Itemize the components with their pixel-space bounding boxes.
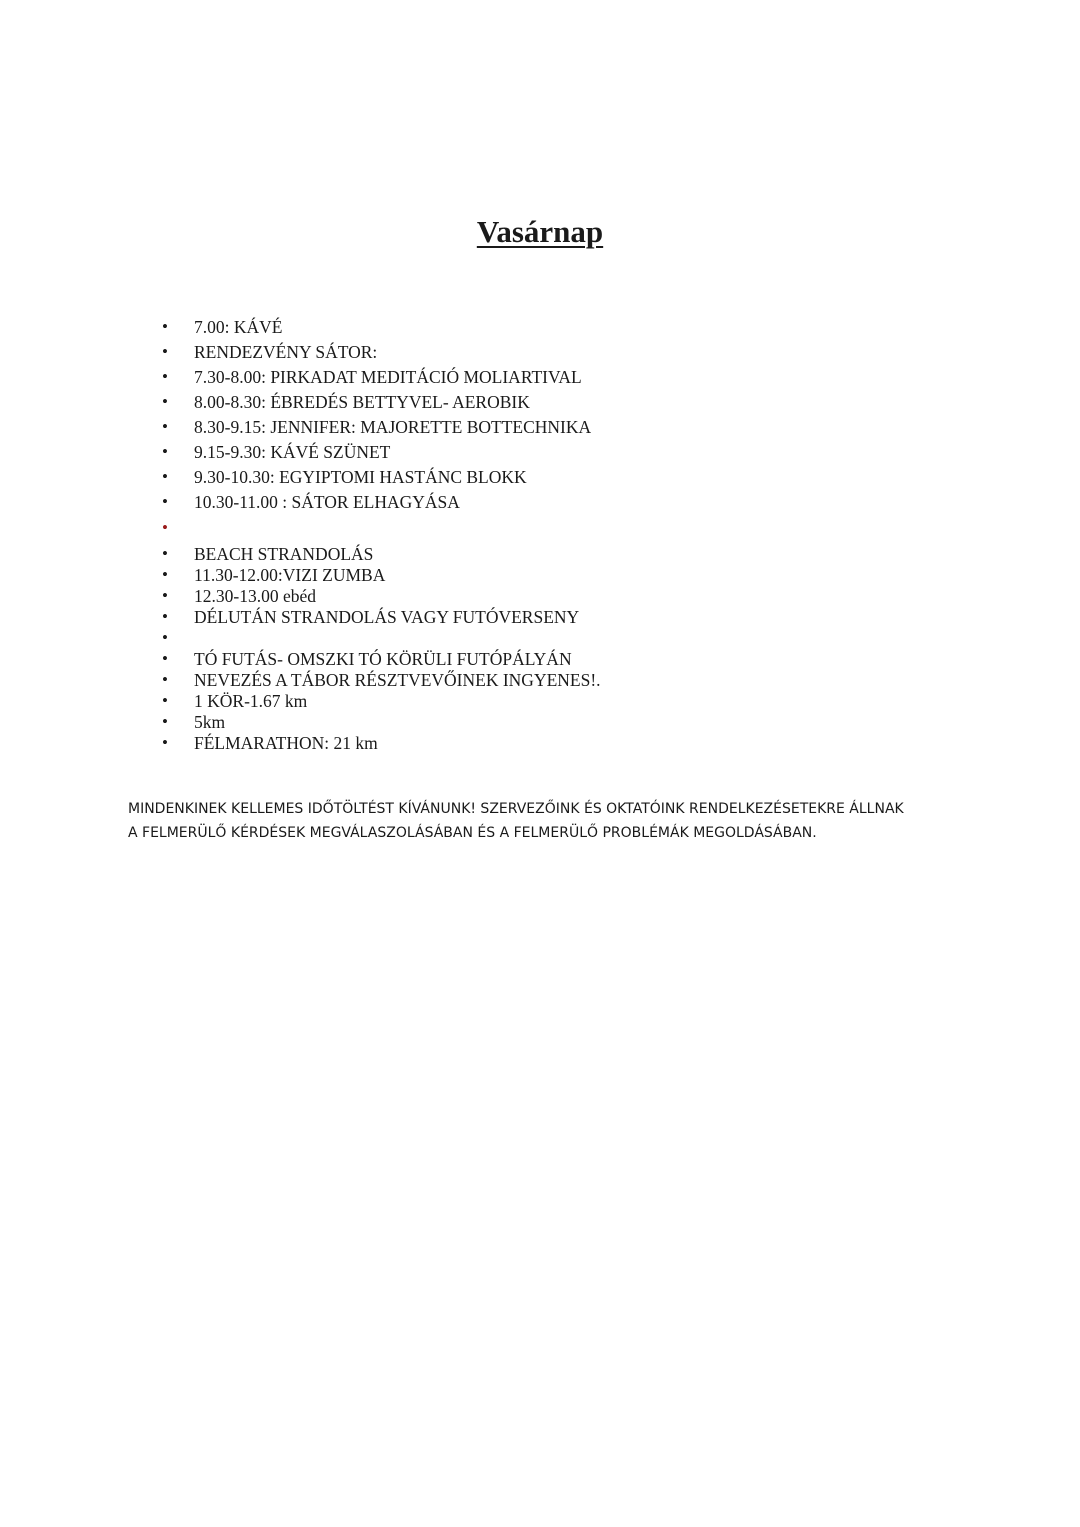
closing-line-2: A FELMERÜLŐ KÉRDÉSEK MEGVÁLASZOLÁSÁBAN ÉS A FELMERÜLŐ PROBLÉMÁK MEGOLDÁSÁBAN. — [128, 825, 817, 841]
bullet-icon: • — [162, 392, 168, 411]
bullet-icon: • — [162, 586, 168, 605]
bullet-icon: • — [162, 442, 168, 461]
bullet-icon: • — [162, 467, 168, 486]
list-item-text: NEVEZÉS A TÁBOR RÉSZTVEVŐINEK INGYENES!. — [194, 670, 601, 690]
page-title: Vasárnap — [476, 214, 604, 249]
bullet-icon: • — [162, 492, 168, 511]
bullet-icon: • — [162, 670, 168, 689]
list-item-text: 8.00-8.30: ÉBREDÉS BETTYVEL- AEROBIK — [194, 392, 530, 412]
bullet-icon: • — [162, 518, 168, 537]
closing-line-1: MINDENKINEK KELLEMES IDŐTÖLTÉST KÍVÁNUNK! SZERVEZŐINK ÉS OKTATÓINK RENDELKEZÉSETEKRE ÁLLNAK — [128, 801, 904, 817]
list-item-text: 9.30-10.30: EGYIPTOMI HASTÁNC BLOKK — [194, 467, 527, 487]
list-item — [0, 585, 1080, 607]
list-item — [0, 543, 1080, 565]
list-item-text: 5km — [194, 712, 226, 732]
list-item-text: FÉLMARATHON: 21 km — [194, 733, 378, 753]
list-item — [0, 648, 1080, 670]
list-item-text: 8.30-9.15: JENNIFER: MAJORETTE BOTTECHNIKA — [194, 417, 592, 437]
list-item-text: 9.15-9.30: KÁVÉ SZÜNET — [194, 442, 391, 462]
list-item — [0, 606, 1080, 628]
list-item — [0, 669, 1080, 691]
list-item — [0, 341, 1080, 363]
list-item — [0, 690, 1080, 712]
list-item-text: 11.30-12.00:VIZI ZUMBA — [194, 565, 386, 585]
list-item — [0, 441, 1080, 463]
list-item — [0, 366, 1080, 388]
list-item — [0, 627, 1080, 649]
bullet-icon: • — [162, 733, 168, 752]
bullet-icon: • — [162, 544, 168, 563]
list-item-text: 7.30-8.00: PIRKADAT MEDITÁCIÓ MOLIARTIVAL — [194, 367, 582, 387]
bullet-icon: • — [162, 417, 168, 436]
list-item — [0, 711, 1080, 733]
list-item — [0, 491, 1080, 513]
list-item-text: TÓ FUTÁS- OMSZKI TÓ KÖRÜLI FUTÓPÁLYÁN — [194, 649, 572, 669]
list-item — [0, 466, 1080, 488]
list-item — [0, 732, 1080, 754]
list-item-text: 1 KÖR-1.67 km — [194, 691, 308, 711]
bullet-icon: • — [162, 712, 168, 731]
list-item — [0, 316, 1080, 338]
list-item — [0, 416, 1080, 438]
list-item-text: DÉLUTÁN STRANDOLÁS VAGY FUTÓVERSENY — [194, 607, 580, 627]
list-item-text: BEACH STRANDOLÁS — [194, 544, 374, 564]
list-item-text: 7.00: KÁVÉ — [194, 317, 283, 337]
list-item — [0, 517, 1080, 539]
list-item — [0, 391, 1080, 413]
bullet-icon: • — [162, 317, 168, 336]
bullet-icon: • — [162, 691, 168, 710]
list-item-text: 12.30-13.00 ebéd — [194, 586, 316, 606]
bullet-icon: • — [162, 607, 168, 626]
list-item-text: 10.30-11.00 : SÁTOR ELHAGYÁSA — [194, 492, 460, 512]
list-item — [0, 564, 1080, 586]
bullet-icon: • — [162, 342, 168, 361]
bullet-icon: • — [162, 367, 168, 386]
bullet-icon: • — [162, 649, 168, 668]
closing-message — [128, 797, 968, 845]
bullet-icon: • — [162, 628, 168, 647]
bullet-icon: • — [162, 565, 168, 584]
list-item-text: RENDEZVÉNY SÁTOR: — [194, 342, 378, 362]
